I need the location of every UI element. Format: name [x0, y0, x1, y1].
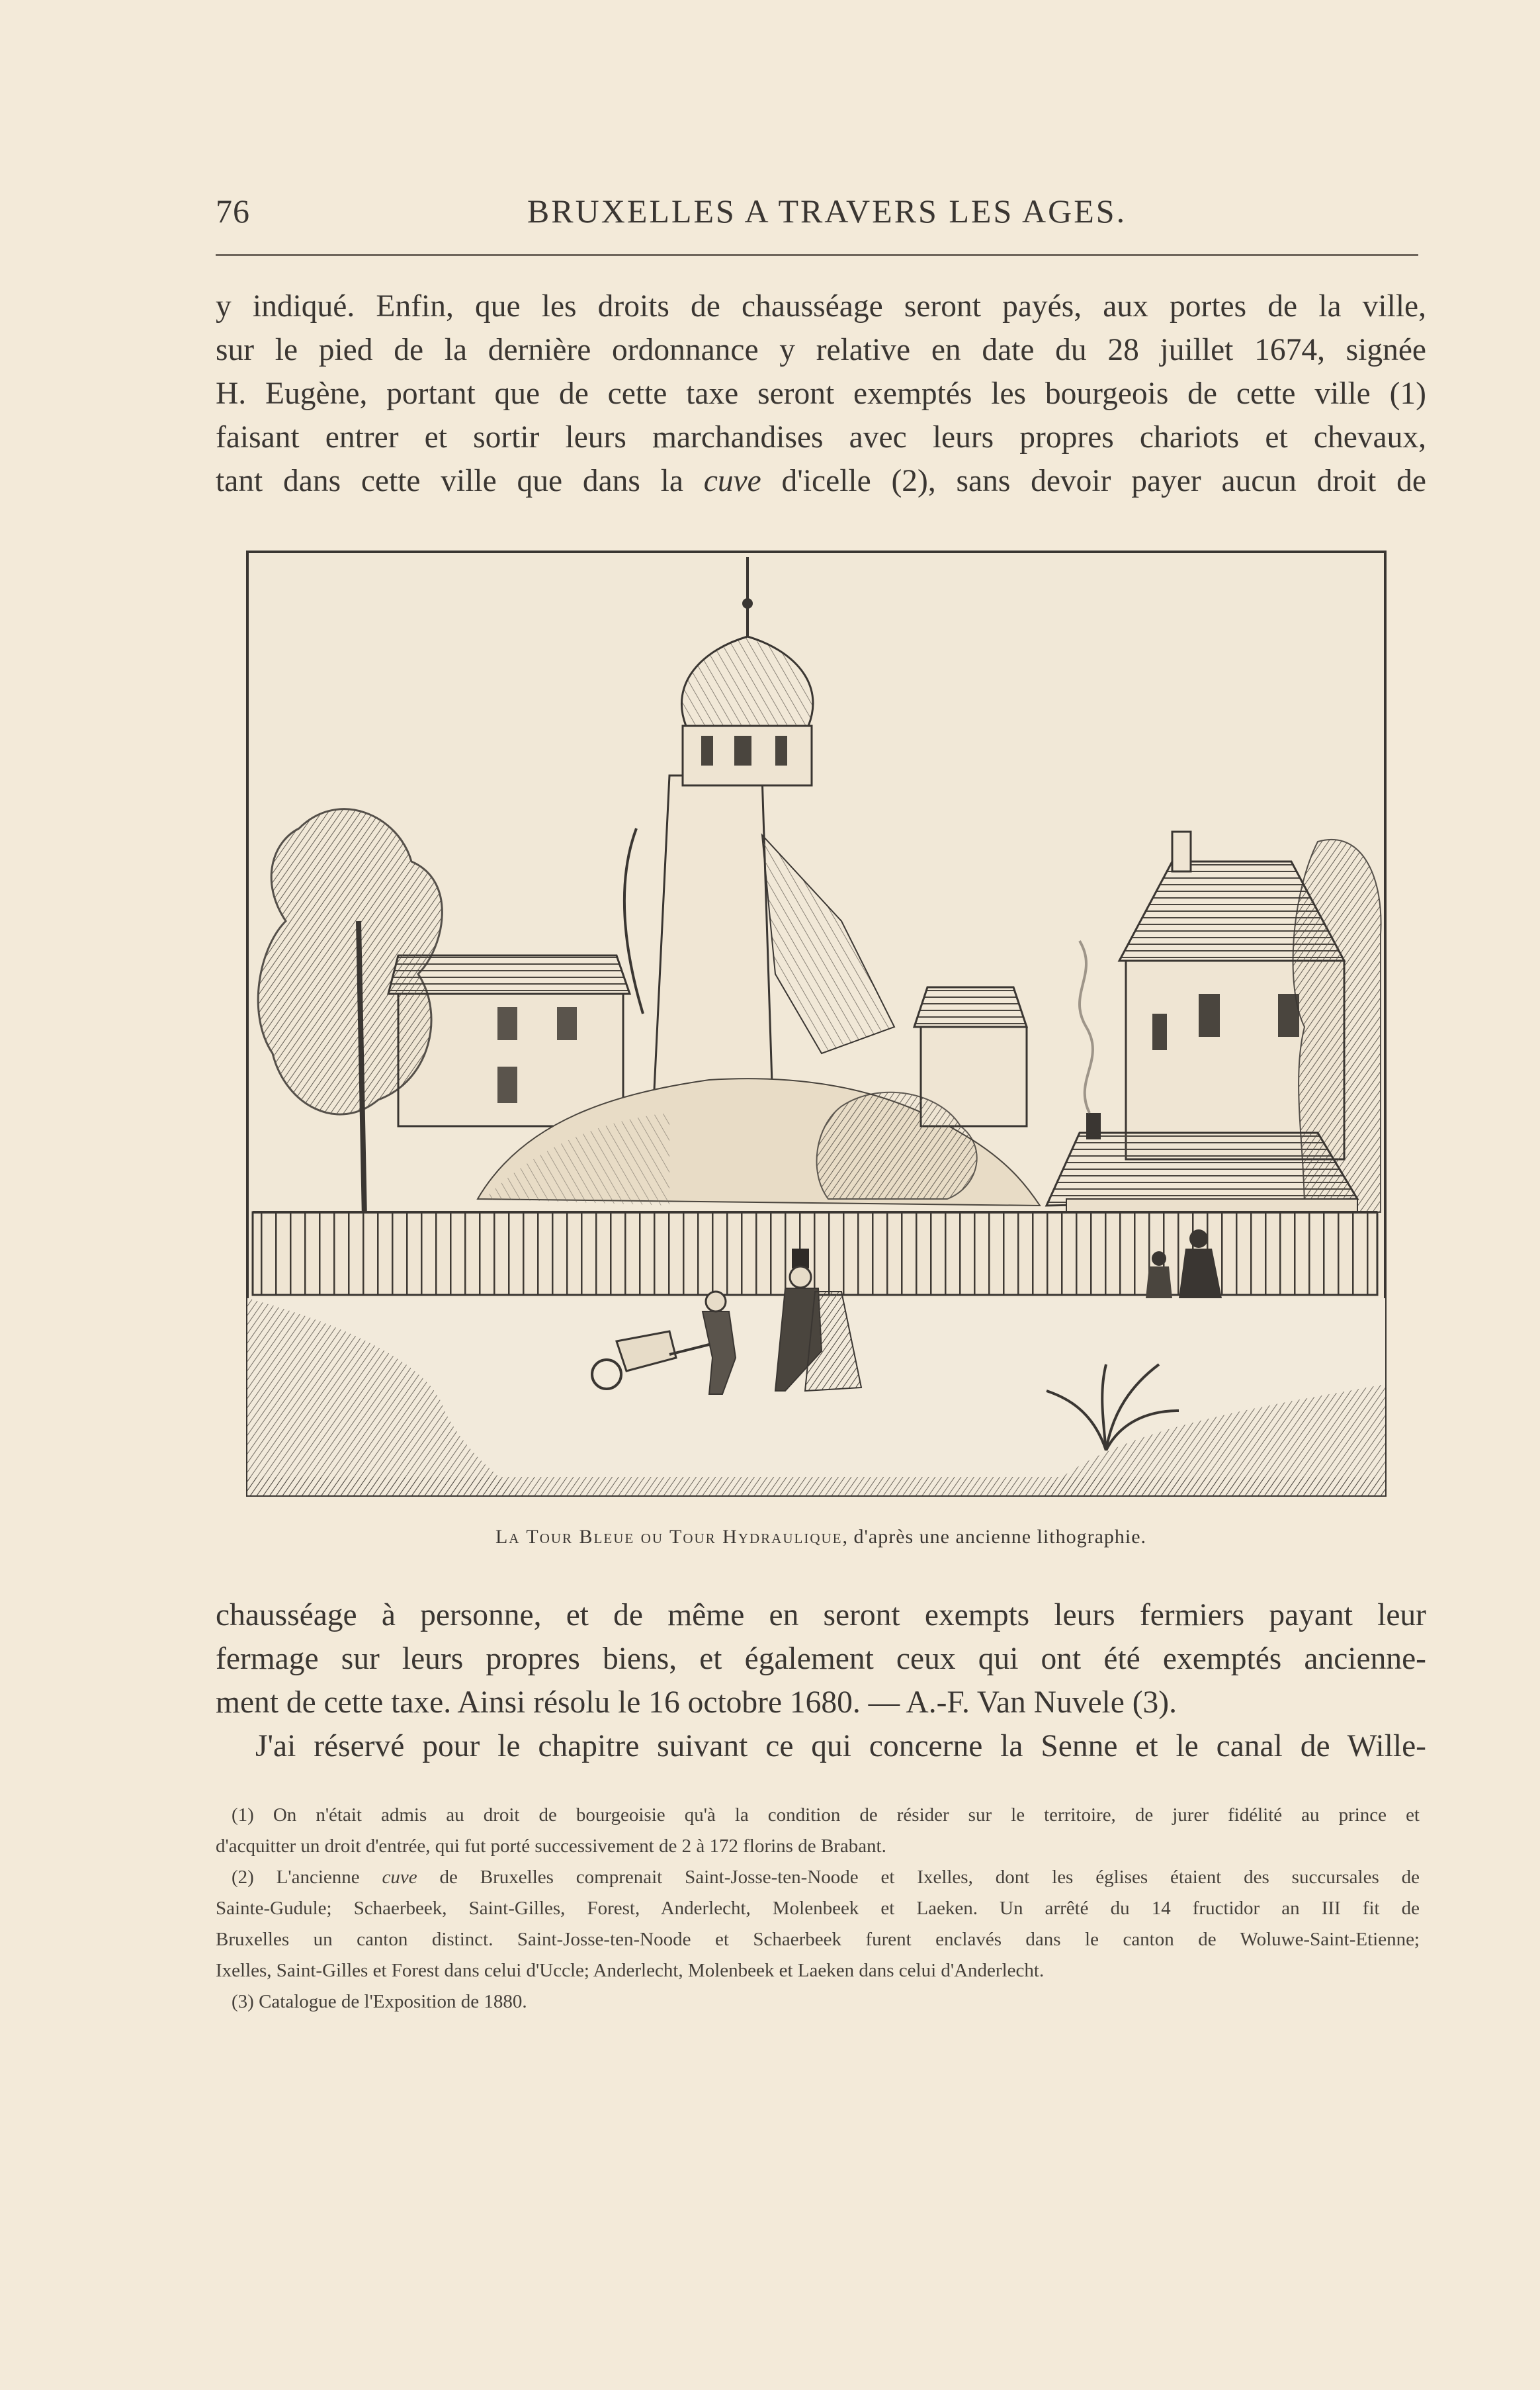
header-rule [216, 254, 1418, 256]
text-segment: (2) L'ancienne [232, 1867, 382, 1888]
footnote-2-cont: Bruxelles un canton distinct. Saint-Josse-ten-Noode et Schaerbeek furent enclavés dans le canton de Woluwe-Saint-Etienne; [216, 1929, 1420, 1950]
italic-word: cuve [382, 1867, 417, 1888]
text-segment: d'icelle (2), sans devoir payer aucun droit de [761, 464, 1426, 498]
text-line [216, 459, 1426, 503]
caption-title: La Tour Bleue ou Tour Hydraulique [495, 1526, 843, 1548]
page-number: 76 [216, 193, 250, 230]
footnote-3: (3) Catalogue de l'Exposition de 1880. [232, 1991, 527, 2012]
lithograph-illustration [246, 551, 1387, 1497]
figure-caption [216, 1526, 1426, 1548]
italic-word: cuve [703, 464, 761, 498]
text-segment: de Bruxelles comprenait Saint-Josse-ten-Noode et Ixelles, dont les églises étaient des succursales de [417, 1867, 1420, 1888]
text-line: sur le pied de la dernière ordonnance y relative en date du 28 juillet 1674, signée [216, 333, 1426, 367]
text-segment: tant dans cette ville que dans la [216, 464, 704, 498]
paragraph-top [216, 285, 1426, 503]
text-line: J'ai réservé pour le chapitre suivant ce qui concerne la Senne et le canal de Wille- [255, 1729, 1426, 1763]
text-line: fermage sur leurs propres biens, et également ceux qui ont été exemptés ancienne- [216, 1642, 1426, 1676]
paragraph-bottom [216, 1593, 1426, 1768]
text-line: ment de cette taxe. Ainsi résolu le 16 octobre 1680. — A.-F. Van Nuvele (3). [216, 1685, 1177, 1720]
footnote-2-cont: Ixelles, Saint-Gilles et Forest dans celui d'Uccle; Anderlecht, Molenbeek et Laeken dans celui d'Anderlecht. [216, 1960, 1045, 1981]
footnote-2-cont: Sainte-Gudule; Schaerbeek, Saint-Gilles, Forest, Anderlecht, Molenbeek et Laeken. Un arrêté du 14 fructidor an III fit de [216, 1898, 1420, 1919]
footnotes [216, 1800, 1420, 2017]
road-bottom-ground [247, 1477, 1385, 1495]
footnote-1-cont: d'acquitter un droit d'entrée, qui fut porté successivement de 2 à 172 florins de Brabant. [216, 1836, 886, 1857]
text-line: y indiqué. Enfin, que les droits de chausséage seront payés, aux portes de la ville, [216, 289, 1426, 324]
text-line: H. Eugène, portant que de cette taxe seront exemptés les bourgeois de cette ville (1) [216, 376, 1426, 411]
footnote-2 [216, 1862, 1420, 1893]
running-title: BRUXELLES A TRAVERS LES AGES. [527, 193, 1127, 230]
caption-text: , d'après une ancienne lithographie. [842, 1526, 1147, 1548]
footnote-1: (1) On n'était admis au droit de bourgeoisie qu'à la condition de résider sur le territoire, de jurer fidélité au prince et [232, 1804, 1420, 1826]
text-line: faisant entrer et sortir leurs marchandises avec leurs propres chariots et chevaux, [216, 420, 1426, 455]
text-line: chausséage à personne, et de même en seront exempts leurs fermiers payant leur [216, 1598, 1426, 1632]
